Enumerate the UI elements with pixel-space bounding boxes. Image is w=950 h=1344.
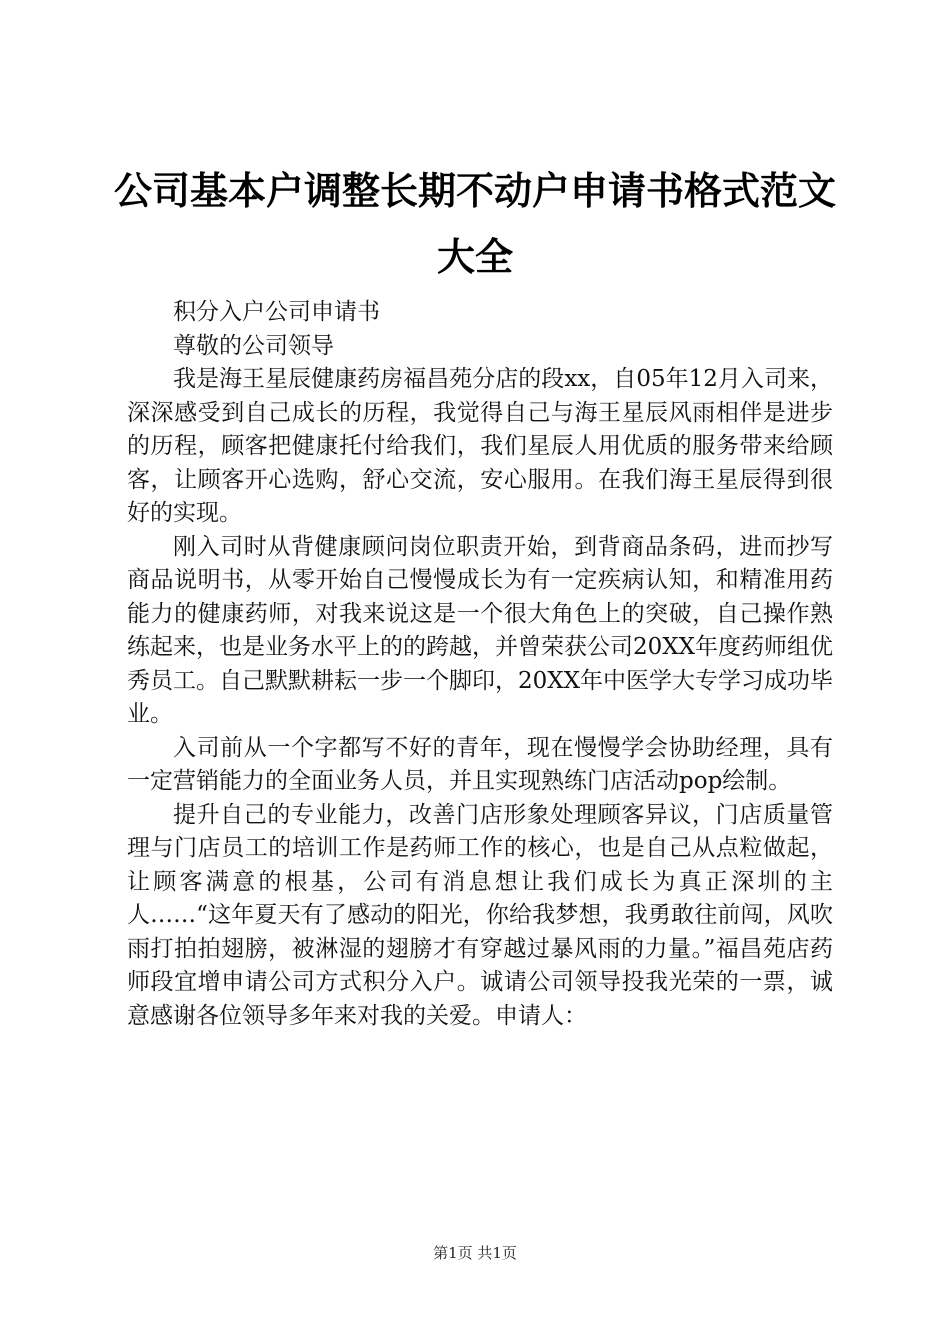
document-title: 公司基本户调整长期不动户申请书格式范文大全 (113, 169, 836, 279)
paragraph-closing-request: 提升自己的专业能力，改善门店形象处理顾客异议，门店质量管理与门店员工的培训工作是药师工作的核心，也是自己从点粒做起，让顾客满意的根基，公司有消息想让我们成长为真正深圳的主人……“这年夏天有了感动的阳光，你给我梦想，我勇敢往前闯，风吹雨打拍拍翅膀，被淋湿的翅膀才有穿越过暴风雨的力量。”福昌苑店药师段宜增申请公司方式积分入户。诚请公司领导投我光荣的一票，诚意感谢各位领导多年来对我的关爱。申请人： (127, 801, 833, 1029)
paragraph-introduction: 我是海王星辰健康药房福昌苑分店的段xx，自05年12月入司来，深深感受到自己成长的历程，我觉得自己与海王星辰风雨相伴是进步的历程，顾客把健康托付给我们，我们星辰人用优质的服务带来给顾客，让顾客开心选购，舒心交流，安心服用。在我们海王星辰得到很好的实现。 (127, 366, 833, 526)
paragraph-subject: 积分入户公司申请书 (173, 299, 380, 325)
paragraph-skills: 入司前从一个字都写不好的青年，现在慢慢学会协助经理，具有一定营销能力的全面业务人员，并且实现熟练门店活动pop绘制。 (127, 734, 833, 794)
paragraph-career-growth: 刚入司时从背健康顾问岗位职责开始，到背商品条码，进而抄写商品说明书，从零开始自己慢慢成长为有一定疾病认知，和精准用药能力的健康药师，对我来说这是一个很大角色上的突破，自己操作熟练起来，也是业务水平上的的跨越，并曾荣获公司20XX年度药师组优秀员工。自己默默耕耘一步一个脚印，20XX年中医学大专学习成功毕业。 (127, 533, 834, 727)
document-body (127, 296, 833, 1033)
page-number-footer: 第1页 共1页 (433, 1244, 517, 1262)
paragraph-salutation: 尊敬的公司领导 (173, 332, 334, 359)
